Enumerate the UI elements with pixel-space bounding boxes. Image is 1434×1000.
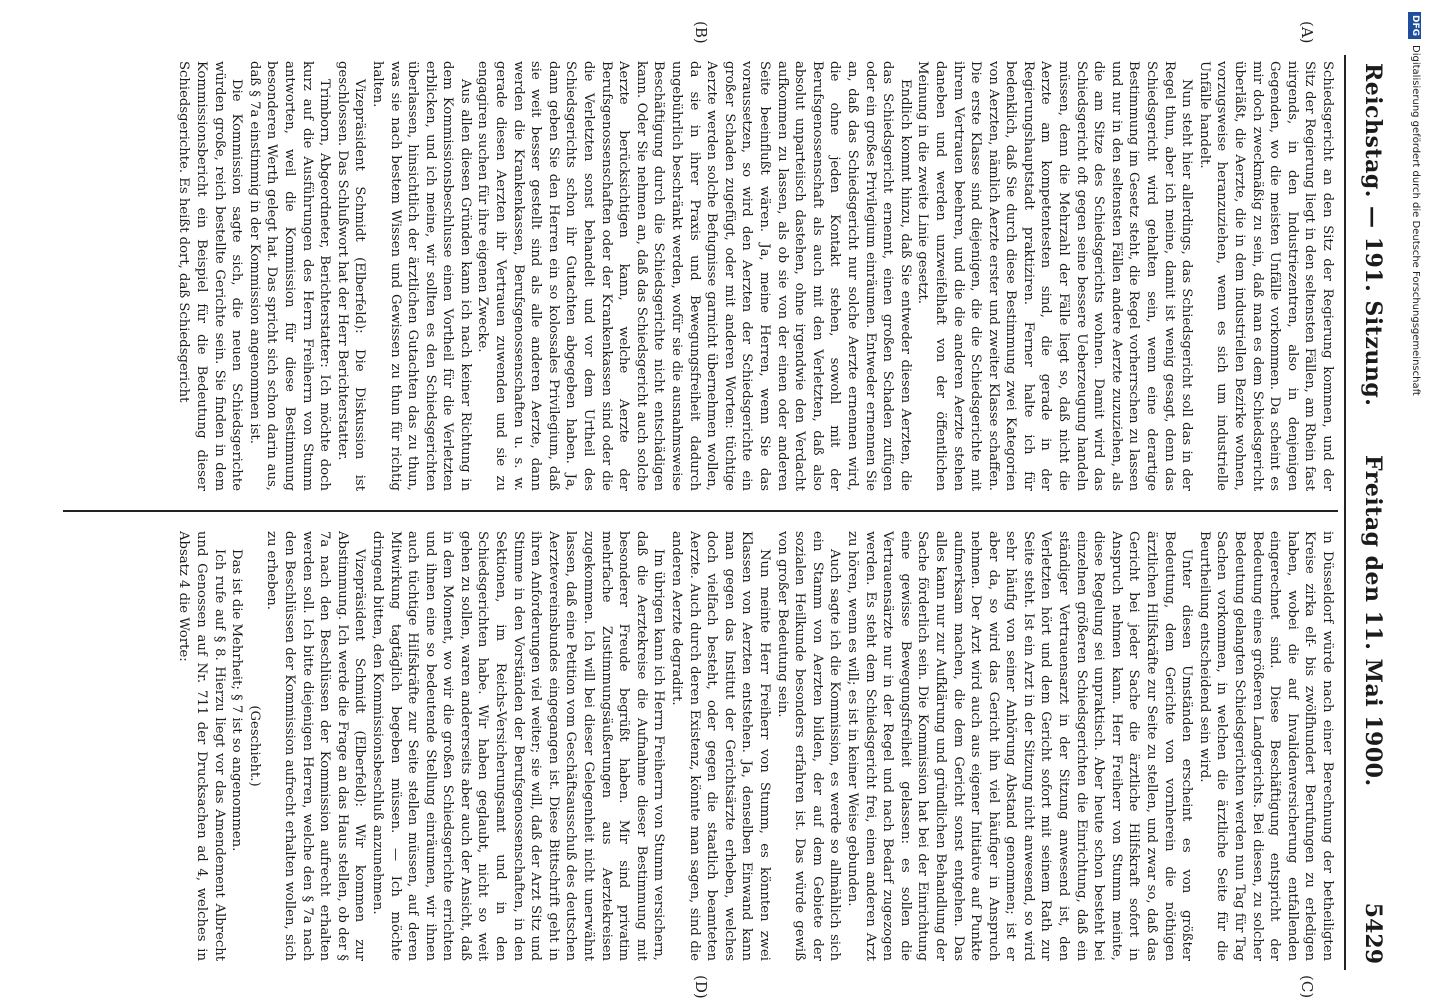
page-header (1344, 55, 1400, 970)
paragraph: (Geschieht.) (246, 705, 262, 787)
paragraph: Das ist die Mehrheit; § 7 ist so angenommen. (229, 549, 245, 852)
paragraph: Trimborn, Abgeordneter, Berichterstatter: Ich möchte doch kurz auf die Ausführungen des Herrn Freiherrn von Stumm antworten, weil die Kommission für diese Bestimmung besonderen Werth gelegt hat. Das spricht sich schon darin aus, daß § 7a einstimmig in der Kommission angenommen ist. (246, 61, 333, 491)
paragraph: Im übrigen kann ich Herrn Freiherrn von Stumm versichern, daß die Aerztekreise die Aufnahme dieser Bestimmung mit besonderer Freude begrüßt haben. Mir sind privatim mehrfache Zustimmungsäußerungen aus Aerztekreisen zugekommen. Ich will bei dieser Gelegenheit nicht unerwähnt lassen, daß eine Petition vom Geschäftsausschuß des deutschen Aerztevereinsbundes eingegangen ist. Diese Bittschrift geht in ihren Anforderungen viel weiter; sie will, daß der Arzt Sitz und Stimme in den Vorständen der Berufsgenossenschaften, in den Sektionen, im Reichs-Versicherungsamt und in den Schiedsgerichten habe. Wir haben geglaubt, nicht so weit gehen zu sollen, waren andererseits aber auch der Ansicht, daß in dem Moment, wo wir die großen Schiedsgerichte errichten und ihnen eine so bedeutende Stellung einräumen, wir ihnen auch tüchtige Hilfskräfte zur Seite stellen müssen, auf deren Mitwirkung tagtäglich begeben müssen. — Ich möchte dringend bitten, den Kommissionsbeschluß anzunehmen. (369, 531, 667, 961)
margin-marker-c: (C) (1298, 975, 1316, 999)
left-column (66, 61, 1336, 491)
page-rotated-content (50, 21, 1400, 999)
paragraph: Nun meinte Herr Freiherr von Stumm, es könnten zwei Klassen von Aerzten entstehen. Ja, denselben Einwand kann man gegen das Institut der Gerichtsärzte erheben, welches doch vielfach besteht, oder gegen die staatlich beamteten Aerzte. Auch durch deren Existenz, könnte man sagen, sind die anderen Aerzte degradirt. (669, 531, 772, 961)
paragraph: Vizepräsident Schmidt (Elberfeld): Wir kommen zur Abstimmung. Ich werde die Frage an das Haus stellen, ob der § 7a nach den Beschlüssen der Kommission aufrecht erhalten werden soll. Ich bitte diejenigen Herren, welche den § 7a nach den Beschlüssen der Kommission aufrecht erhalten wollen, sich zu erheben. (264, 531, 368, 961)
page-number: 5429 (1360, 902, 1386, 964)
header-date: Freitag den 11. Mai 1900. (1360, 455, 1386, 787)
scanned-page (50, 21, 1400, 999)
paragraph: in Düsseldorf würde nach einer Berechnung der betheiligten Kreise zirka elf- bis zwölfhundert Berufungen zu erledigen haben, wobei die auf Invalidenversicherung entfallenden eingerechnet sind. Diese Beschäftigung entspricht der Bedeutung eines größeren Landgerichts. Bei diesen, zu solcher Bedeutung gelangten Schiedsgerichten werden nun Tag für Tag Sachen vorkommen, in welchen die ärztliche Seite für die Beurtheilung entscheidend sein wird. (1196, 531, 1335, 961)
paragraph: Schiedsgericht an den Sitz der Regierung kommen, und der Sitz der Regierung liegt in den seltensten Fällen, am Rhein fast nirgends, in den Industriezentren, also in denjenigen Gegenden, wo die meisten Unfälle vorkommen. Da scheint es mir doch zweckmäßig zu sein, daß man es dem Schiedsgericht überläßt, die Aerzte, die in dem industriellen Bezirke wohnen, vorzugsweise heranzuziehen, wenn es sich um industrielle Unfälle handelt. (1196, 61, 1335, 491)
dfg-logo: DFG (1408, 12, 1421, 39)
margin-marker-d: (D) (692, 975, 710, 999)
margin-marker-b: (B) (692, 21, 710, 44)
paragraph: Auch sagte ich die Kommission, es werde so allmählich sich ein Stamm von Aerzten bilden, der auf dem Gebiete der sozialen Heilkunde besonders erfahren ist. Das würde gewiß von großer Bedeutung sein. (774, 531, 843, 961)
digitization-credit (1408, 12, 1430, 992)
header-session: Reichstag. — 191. Sitzung. (1360, 63, 1386, 407)
paragraph: Ich rufe auf § 8. Hierzu liegt vor das Amendement Albrecht und Genossen auf Nr. 711 der Drucksachen ad 4, welches in Absatz 4 die Worte: (176, 531, 227, 961)
paragraph: Aus allen diesen Gründen kann ich nach keiner Richtung in dem Kommissionsbeschlusse einen Vortheil für die Verletzten erblicken, und ich meine, wir sollten es den Schiedsgerichten überlassen, hinsichtlich der ärztlichen Gutachten das zu thun, was sie nach bestem Wissen und Gewissen zu thun für richtig halten. (369, 61, 473, 491)
paragraph: Nun steht hier allerdings, das Schiedsgericht soll das in der Regel thun, aber ich meine, damit ist wenig gesagt, denn das Schiedsgericht wird gehalten sein, wenn eine derartige Bestimmung im Gesetz steht, die Regel vorherrschen zu lassen und nur in den seltensten Fällen andere Aerzte zuzuziehen, als die am Sitze des Schiedsgerichts wohnen. Damit wird das Schiedsgericht oft gegen seine bessere Ueberzeugung handeln müssen, denn die Mehrzahl der Fälle liegt so, daß nicht die Aerzte am kompetentesten sind, die gerade in der Regierungshauptstadt praktiziren. Ferner halte ich für bedenklich, daß Sie durch diese Bestimmung zwei Kategorien von Aerzten, nämlich Aerzte erster und zweiter Klasse schaffen. Die erste Klasse sind diejenigen, die die Schiedsgerichte mit ihrem Vertrauen beehren, und die die anderen Aerzte stehen daneben und werden unzweifelhaft von der öffentlichen Meinung in die zweite Linie gesetzt. (915, 61, 1195, 491)
credit-text: Digitalisierung gefördert durch die Deutsche Forschungsgemeinschaft (1410, 45, 1421, 396)
paragraph: Endlich kommt hinzu, daß Sie entweder diesen Aerzten, die das Schiedsgericht ernennt, einen großen Schaden zufügen oder ein großes Privilegium einräumen. Entweder ernennen Sie an, daß das Schiedsgericht nur solche Aerzte ernennen wird, die ohne jeden Kontakt stehen, sowohl mit der Berufsgenossenschaft als auch mit den Verletzten, daß also absolut unparteiisch dastehen, ohne irgendwie den Verdacht aufkommen zu lassen, als ob sie von der einen oder anderen Seite beeinflußt wären. Ja, meine Herren, wenn Sie das voraussetzen, so wird den Aerzten der Schiedsgerichte ein großer Schaden zugefügt, oder mit anderen Worten: tüchtige Aerzte werden solche Befugnisse garnicht übernehmen wollen, da sie in ihrer Praxis und Bewegungsfreiheit dadurch ungebührlich beschränkt werden, wofür sie die ausnahmsweise Beschäftigung durch die Schiedsgerichte nicht entschädigen kann. Oder Sie nehmen an, daß das Schiedsgericht auch solche Aerzte berücksichtigen kann, welche Aerzte der Berufsgenossenschaften oder der Krankenkassen sind oder die die Verletzten sonst behandelt und vor dem Urtheil des Schiedsgerichts schon ihr Gutachten abgegeben haben. Ja, dann geben Sie den Herren ein so kolossales Privilegium, daß sie weit besser gestellt sind als alle anderen Aerzte, dann werden die Krankenkassen, Berufsgenossenschaften u. s. w. gerade diesen Aerzten ihr Vertrauen zuwenden und sie zu engagiren suchen für ihre eigenen Zwecke. (475, 61, 913, 491)
margin-marker-a: (A) (1298, 21, 1316, 44)
right-column (66, 531, 1336, 961)
paragraph: Die Kommission sagte sich, die neuen Schiedsgerichte würden große, reich bestellte Gerichte sein. Sie finden in dem Kommissionsbericht ein Beispiel für die Bedeutung dieser Schiedsgerichte. Es heißt dort, daß Schiedsgericht (176, 61, 245, 491)
paragraph: Unter diesen Umständen erscheint es von größter Bedeutung, dem Gerichte von vornherein die nöthigen ärztlichen Hilfskräfte zur Seite zu stellen, und zwar so, daß das Gericht bei jeder Sache die ärztliche Hilfskraft sofort in Anspruch nehmen kann. Herr Freiherr von Stumm meinte, diese Regelung sei unpraktisch. Aber heute schon besteht bei einzelnen größeren Schiedsgerichten die Einrichtung, daß ein ständiger Vertrauensarzt in der Sitzung anwesend ist, den Verletzten hört und dem Gericht sofort mit seinem Rath zur Seite steht. Ist ein Arzt in der Sitzung nicht anwesend, so wird sehr häufig von seiner Anhörung Abstand genommen; ist er aber da, so wird das Gericht ihn viel häufiger in Anspruch nehmen. Der Arzt wird auch aus eigener Initiative auf Punkte aufmerksam machen, die dem Gericht sonst entgehen. Das alles kann nur zur Aufklärung und gründlichen Behandlung der Sache förderlich sein. Die Kommission hat bei der Einrichtung eine gewisse Bewegungsfreiheit gelassen: es sollen die Vertrauensärzte nur in der Regel und nach Bedarf zugezogen werden. Es steht dem Schiedsgericht frei, einen anderen Arzt zu hören, wenn es will; es ist in keiner Weise gebunden. (844, 531, 1195, 961)
paragraph: Vizepräsident Schmidt (Elberfeld): Die Diskussion ist geschlossen. Das Schlußwort hat der Herr Berichterstatter. (334, 61, 368, 491)
column-divider (63, 510, 1338, 512)
